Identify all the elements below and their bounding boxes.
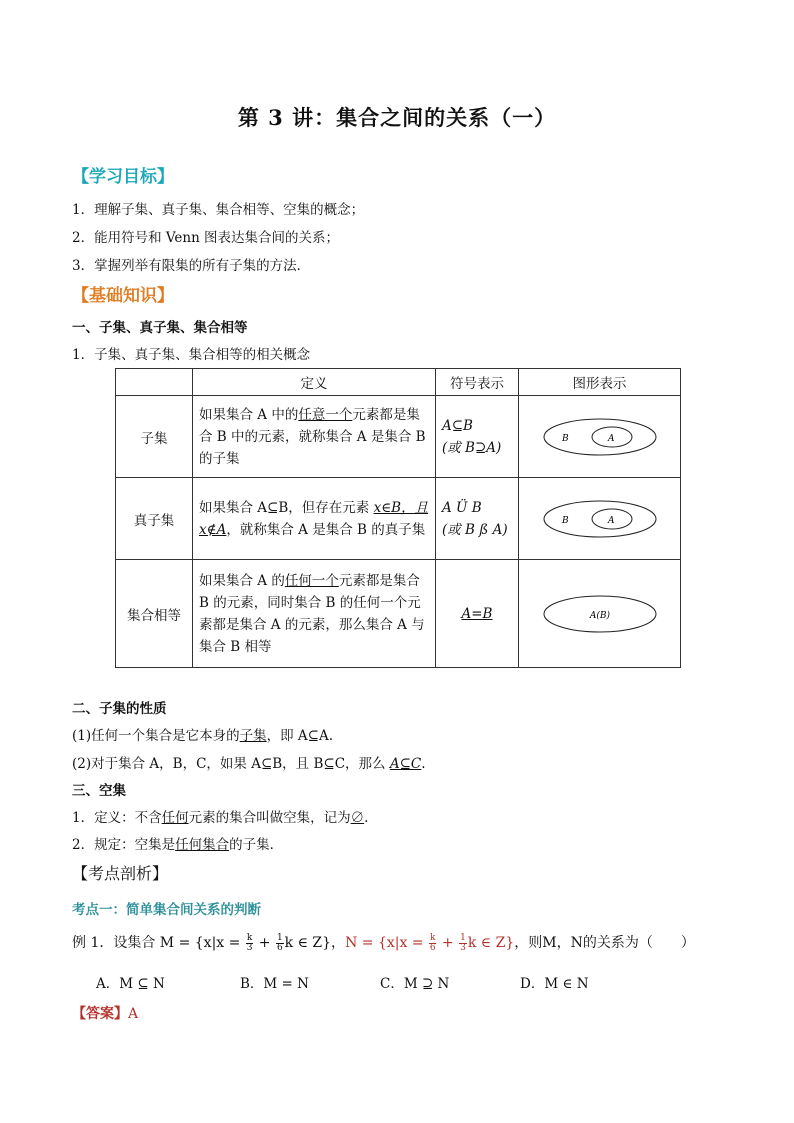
plus-sign: + [254, 935, 275, 951]
objective-item-2: 2．能用符号和 Venn 图表达集合间的关系； [72, 230, 340, 246]
concept-name: 集合相等 [116, 560, 193, 668]
property-2 [72, 752, 426, 772]
rule-text: 的子集． [229, 837, 284, 853]
outer-set-label: B [561, 433, 569, 444]
table-header-row [116, 369, 681, 396]
table-row [116, 478, 681, 560]
table-header-cell: 定义 [193, 369, 436, 396]
table-header-cell: 符号表示 [436, 369, 519, 396]
rule-text: 2．规定：空集是 [72, 837, 176, 853]
fraction-numerator: k [246, 932, 253, 943]
fraction-numerator: 1 [460, 932, 466, 943]
definition-text: 元素的集合叫做空集，记为 [188, 810, 351, 826]
table-row [116, 396, 681, 478]
fraction [276, 934, 284, 953]
example-text: k ∈ Z}， [284, 935, 346, 951]
objective-item-3: 3．掌握列举有限集的所有子集的方法． [72, 258, 311, 274]
concept-symbol [436, 478, 519, 560]
definition-text: 1．定义：不含 [72, 810, 162, 826]
concept-name: 真子集 [116, 478, 193, 560]
answer-value: A [128, 1006, 139, 1022]
property-text: (2)对于集合 A，B，C，如果 A⊆B，且 B⊆C，那么 [72, 756, 390, 772]
section-1-title: 一、子集、真子集、集合相等 [72, 320, 248, 336]
fraction [246, 934, 253, 953]
symbol-main: A Ü B [442, 499, 482, 516]
plus-sign: + [437, 935, 459, 951]
example-text: N = {x|x = [345, 935, 428, 951]
property-text: ，即 A⊆A. [266, 728, 334, 744]
option-c: C．M ⊇ N [380, 976, 450, 992]
section-2-title: 二、子集的性质 [72, 701, 167, 717]
objective-item-1: 1．理解子集、真子集、集合相等、空集的概念； [72, 202, 365, 218]
answer-line [72, 1003, 138, 1023]
set-n-definition [345, 932, 515, 953]
definition-text: . [364, 810, 369, 826]
subset-venn-diagram [540, 416, 660, 458]
equal-set-label: A(B) [589, 610, 610, 621]
definition-key-term: 任何 [161, 810, 189, 826]
option-d: D．M ∈ N [520, 976, 589, 992]
concept-definition [193, 478, 436, 560]
definition-text: 如果集合 A⊆B，但存在元素 [199, 499, 374, 516]
symbol-alt: (或 B ß A) [442, 521, 508, 538]
definition-key-term: 任何一个 [284, 572, 339, 589]
objectives-heading: 【学习目标】 [72, 167, 174, 187]
concept-figure [519, 560, 681, 668]
symbol-alt: (或 B⊇A) [442, 439, 502, 456]
basics-heading: 【基础知识】 [72, 286, 174, 306]
analysis-heading: 【考点剖析】 [72, 864, 169, 883]
definition-key-term: 任意一个 [298, 406, 353, 423]
definition-text: 元素都是集合 B 中的元素，就称集合 A 是集合 B 的子集 [199, 406, 426, 467]
table-row [116, 560, 681, 668]
property-key-term: A⊆C [389, 756, 422, 772]
proper-subset-venn-diagram [540, 498, 660, 540]
property-1 [72, 724, 333, 744]
fraction-numerator: k [430, 932, 436, 943]
empty-set-rule [72, 833, 283, 853]
inner-set-label: A [607, 515, 614, 526]
table-header-cell [116, 369, 193, 396]
concepts-table [115, 368, 681, 668]
property-text: . [421, 756, 426, 772]
outer-set-label: B [561, 515, 569, 526]
option-a: A．M ⊆ N [96, 976, 165, 992]
rule-key-term: 任何集合 [175, 837, 230, 853]
definition-text: ，就称集合 A 是集合 B 的真子集 [226, 521, 426, 538]
example-text: 例 1．设集合 M = {x|x = [72, 935, 245, 951]
symbol-main: A⊆B [442, 417, 473, 434]
symbol-main: A=B [461, 605, 493, 622]
property-text: (1)任何一个集合是它本身的 [72, 728, 240, 744]
fraction-denominator: 6 [429, 942, 436, 953]
point-1-title: 考点一：简单集合间关系的判断 [72, 902, 261, 918]
page-title: 第 3 讲：集合之间的关系（一） [237, 105, 557, 130]
definition-text: 元素都是集合 B 的元素，同时集合 B 的任何一个元素都是集合 A 的元素，那么集合 A 与集合 B 相等 [199, 572, 425, 655]
fraction-numerator: 1 [276, 932, 283, 943]
equal-sets-venn-diagram [540, 593, 660, 635]
answer-label: 【答案】 [72, 1006, 128, 1022]
table-header-cell: 图形表示 [519, 369, 681, 396]
concept-figure [519, 396, 681, 478]
fraction-denominator: 3 [460, 942, 466, 953]
concept-definition [193, 560, 436, 668]
property-key-term: 子集 [239, 728, 267, 744]
definition-text: 如果集合 A 中的 [199, 406, 299, 423]
section-3-title: 三、空集 [72, 783, 126, 799]
concept-figure [519, 478, 681, 560]
example-text: k ∈ Z} [467, 935, 515, 951]
concept-symbol [436, 560, 519, 668]
example-text: ，则M，N的关系为（ ） [514, 935, 695, 951]
definition-key-term: x∈B，且 x∉A [199, 499, 429, 538]
option-b: B．M = N [240, 976, 309, 992]
concept-symbol [436, 396, 519, 478]
concept-definition [193, 396, 436, 478]
fraction-denominator: 3 [246, 942, 253, 953]
outer-set-ellipse [544, 501, 656, 537]
inner-set-label: A [607, 433, 614, 444]
example-1-question [72, 932, 695, 953]
empty-set-symbol: ∅ [350, 810, 365, 826]
fraction-denominator: 6 [276, 942, 283, 953]
fraction [459, 934, 467, 953]
section-1-intro: 1．子集、真子集、集合相等的相关概念 [72, 347, 311, 363]
empty-set-definition [72, 806, 368, 826]
outer-set-ellipse [544, 419, 656, 455]
fraction [429, 934, 436, 953]
concept-name: 子集 [116, 396, 193, 478]
definition-text: 如果集合 A 的 [199, 572, 285, 589]
